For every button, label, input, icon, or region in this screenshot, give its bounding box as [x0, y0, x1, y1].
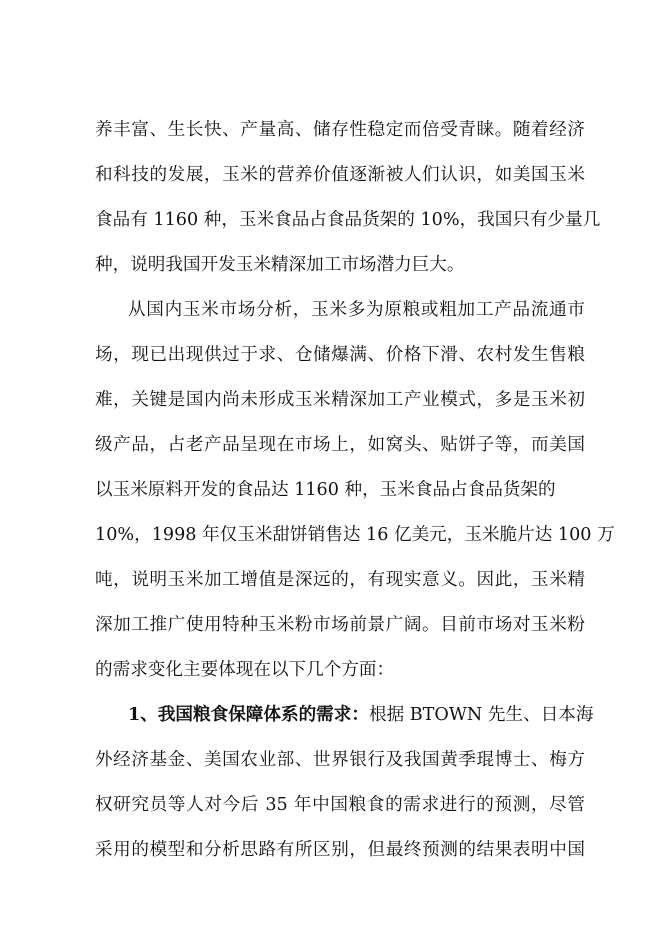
paragraph-line: 难，关键是国内尚未形成玉米精深加工产业模式，多是玉米初 — [95, 390, 585, 410]
paragraph-line: 权研究员等人对今后 35 年中国粮食的需求进行的预测，尽管 — [95, 795, 585, 815]
paragraph-line: 吨，说明玉米加工增值是深远的，有现实意义。因此，玉米精 — [95, 570, 585, 590]
section-text: 根据 BTOWN 先生、日本海 — [368, 705, 594, 725]
paragraph-line: 从国内玉米市场分析，玉米多为原粮或粗加工产品流通市 — [128, 300, 585, 320]
paragraph-line: 级产品，占老产品呈现在市场上，如窝头、贴饼子等，而美国 — [95, 435, 585, 455]
paragraph-line: 的需求变化主要体现在以下几个方面： — [95, 660, 395, 680]
paragraph-line: 场，现已出现供过于求、仓储爆满、价格下滑、农村发生售粮 — [95, 345, 585, 365]
paragraph-line: 10%，1998 年仅玉米甜饼销售达 16 亿美元，玉米脆片达 100 万 — [95, 525, 615, 545]
paragraph-line: 和科技的发展，玉米的营养价值逐渐被人们认识，如美国玉米 — [95, 165, 585, 185]
section-first-line — [128, 702, 594, 728]
paragraph-line: 食品有 1160 种，玉米食品占食品货架的 10%，我国只有少量几 — [95, 210, 601, 230]
section-heading: 1、我国粮食保障体系的需求： — [128, 704, 369, 725]
paragraph-line: 养丰富、生长快、产量高、储存性稳定而倍受青睐。随着经济 — [95, 120, 585, 140]
paragraph-line: 种，说明我国开发玉米精深加工市场潜力巨大。 — [95, 255, 465, 275]
paragraph-line: 深加工推广使用特种玉米粉市场前景广阔。目前市场对玉米粉 — [95, 615, 585, 635]
paragraph-line: 外经济基金、美国农业部、世界银行及我国黄季琨博士、梅方 — [95, 750, 585, 770]
paragraph-line: 采用的模型和分析思路有所区别，但最终预测的结果表明中国 — [95, 840, 585, 860]
paragraph-line: 以玉米原料开发的食品达 1160 种，玉米食品占食品货架的 — [95, 480, 556, 500]
